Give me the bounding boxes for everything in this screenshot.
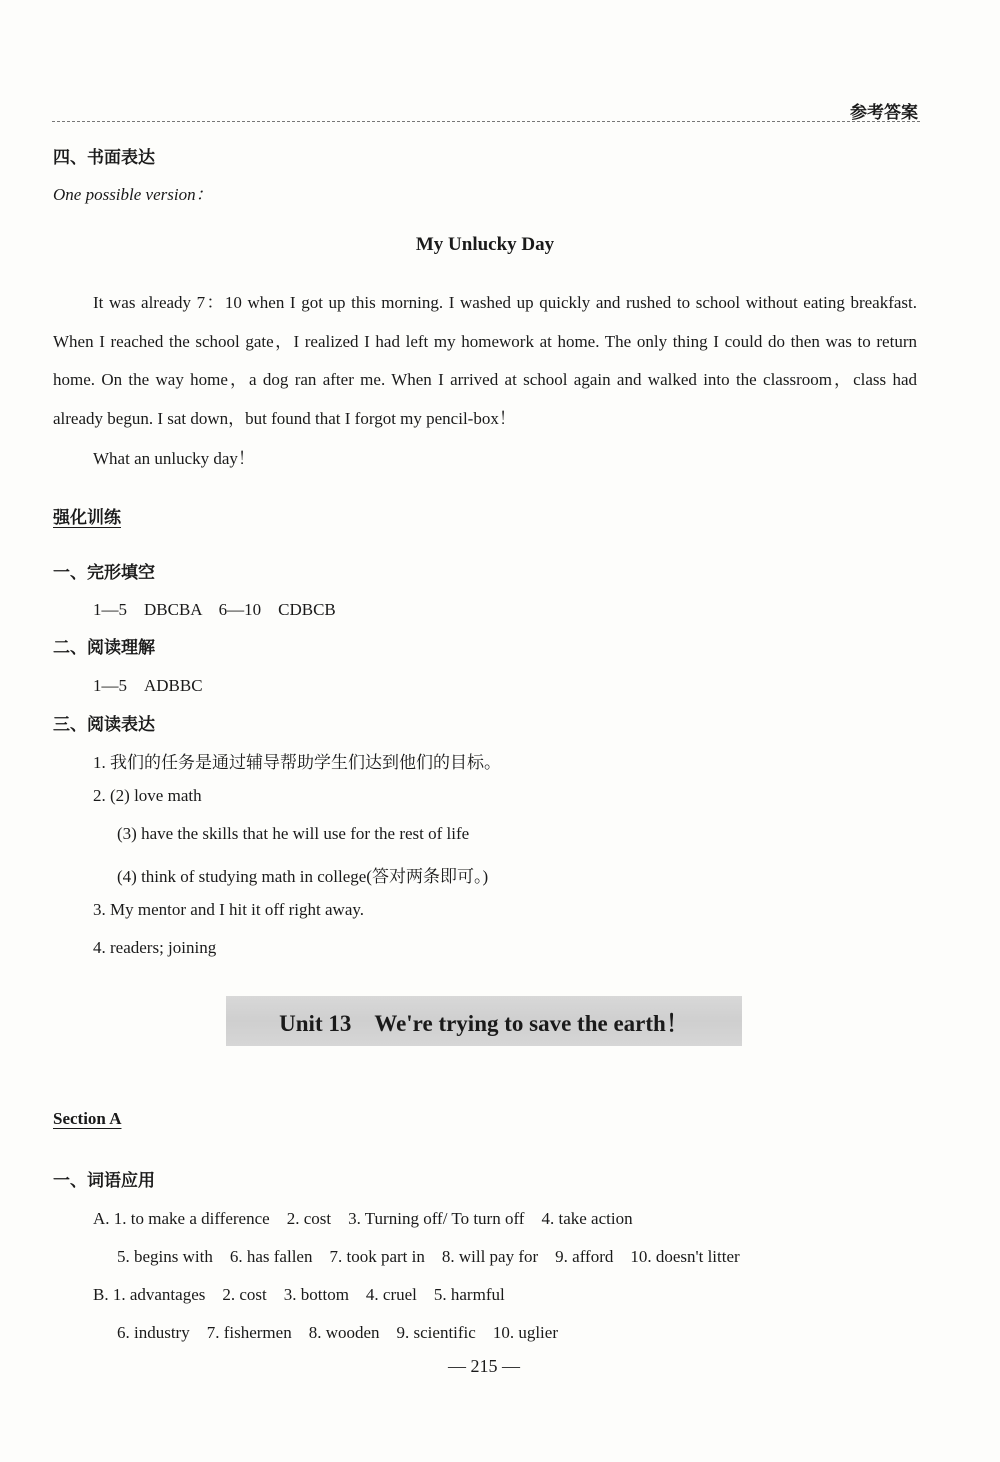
section-title: Section A (53, 1109, 122, 1128)
essay-closing: What an unlucky day！ (93, 449, 255, 468)
expression-item: 2. (2) love math (93, 786, 202, 805)
practice-title: 强化训练 (53, 508, 121, 528)
unit-title: Unit 13 We're trying to save the earth！ (279, 1010, 689, 1036)
vocab-line: B. 1. advantages 2. cost 3. bottom 4. cruel 5. harmful (93, 1285, 505, 1304)
header-title: 参考答案 (850, 103, 918, 123)
cloze-heading: 一、完形填空 (53, 563, 155, 583)
expression-item: (4) think of studying math in college(答对两条即可。) (117, 867, 489, 886)
header-divider (52, 121, 920, 122)
reading-answers: 1—5 ADBBC (93, 676, 203, 695)
vocab-heading: 一、词语应用 (53, 1171, 155, 1191)
cloze-answers: 1—5 DBCBA 6—10 CDBCB (93, 600, 336, 619)
essay-title: My Unlucky Day (415, 234, 555, 255)
expression-item: 3. My mentor and I hit it off right away. (93, 900, 365, 919)
unit-banner (226, 996, 742, 1046)
page-number: — 215 — (448, 1356, 520, 1376)
writing-heading: 四、书面表达 (53, 148, 155, 168)
expression-item: 1. 我们的任务是通过辅导帮助学生们达到他们的目标。 (93, 753, 501, 772)
expression-heading: 三、阅读表达 (53, 715, 155, 735)
essay-paragraph: It was already 7：10 when I got up this morning. I washed up quickly and rushed to school without eating breakfast. When I reached the school gate，I realized I had left my homework at home. The only thing I could do then was to return home. On the way home，a dog ran after me. When I arrived at school again and walked into the classroom，class had already begun. I sat down，but found that I forgot my pencil-box！ (53, 293, 917, 428)
expression-item: 4. readers; joining (93, 938, 217, 957)
vocab-line: A. 1. to make a difference 2. cost 3. Turning off/ To turn off 4. take action (93, 1209, 633, 1228)
vocab-line: 6. industry 7. fishermen 8. wooden 9. scientific 10. uglier (117, 1323, 558, 1342)
vocab-line: 5. begins with 6. has fallen 7. took part in 8. will pay for 9. afford 10. doesn't litter (117, 1247, 740, 1266)
expression-item: (3) have the skills that he will use for the rest of life (117, 824, 470, 843)
reading-heading: 二、阅读理解 (53, 638, 155, 658)
version-label: One possible version： (53, 185, 213, 204)
